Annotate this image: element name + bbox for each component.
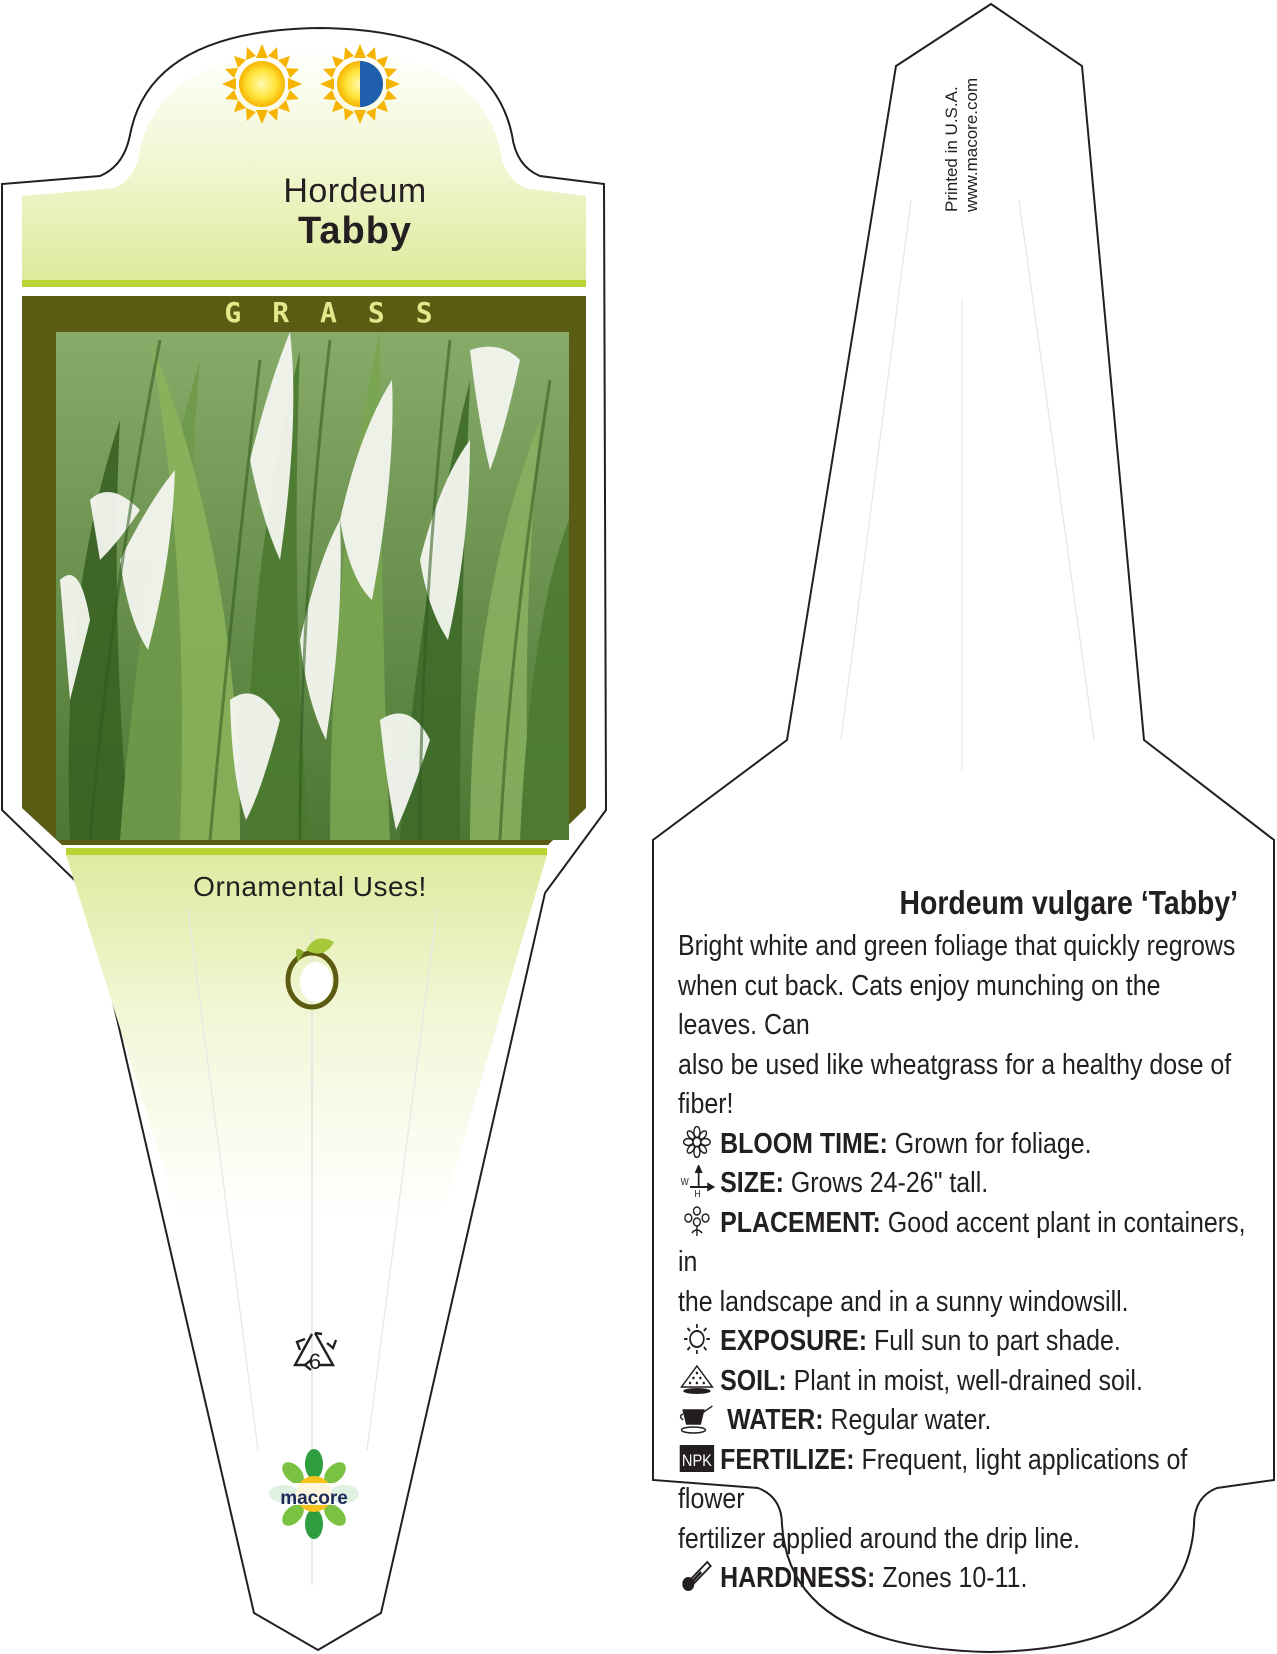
attr-value: Full sun to part shade. [873,1325,1121,1357]
flower-icon [678,1126,716,1156]
attr-hardiness [678,1559,1246,1599]
attr-value: Frequent, light applications of flower [678,1443,1188,1515]
attr-label: HARDINESS: [720,1562,876,1594]
attr-placement [678,1204,1246,1323]
svg-text:W: W [680,1176,689,1188]
front-accent-bar-top [22,280,586,287]
care-instructions [678,927,1246,1599]
front-title-variety: Tabby [297,210,413,252]
svg-text:H: H [694,1188,701,1197]
brand-wordmark: macore [280,1488,348,1509]
description-line: also be used like wheatgrass for a healthy dose of fiber! [678,1048,1232,1120]
attr-value: Zones 10-11. [882,1562,1028,1594]
svg-text:NPK: NPK [681,1451,712,1470]
print-credits [942,78,982,212]
attr-label: SIZE: [720,1167,784,1199]
attr-value: Grows 24-26" tall. [790,1167,989,1199]
plant-photo [56,330,569,840]
tagline: Ornamental Uses! [193,871,427,902]
printed-in-label: Printed in U.S.A. [942,86,961,212]
soil-pile-icon [678,1363,716,1393]
attr-value: Good accent plant in containers, in [678,1206,1246,1278]
plant-cluster-icon [678,1205,716,1235]
attr-label: EXPOSURE: [720,1325,868,1357]
website-label: www.macore.com [962,77,981,212]
front-title-genus: Hordeum [283,172,427,210]
attr-value: Plant in moist, well-drained soil. [793,1364,1143,1397]
attr-size [678,1164,1246,1204]
attr-water [678,1401,1246,1441]
attr-label: FERTILIZE: [720,1443,855,1476]
attr-label: WATER: [727,1404,824,1436]
watering-can-icon [678,1402,716,1432]
attr-bloom-time [678,1125,1246,1165]
attr-value: fertilizer applied around the drip line. [678,1522,1081,1555]
attr-label: BLOOM TIME: [720,1127,888,1160]
full-sun-icon [222,44,302,124]
sun-outline-icon [678,1323,716,1353]
attr-label: SOIL: [720,1364,787,1397]
size-arrows-icon [678,1165,716,1195]
attr-soil [678,1362,1246,1402]
attr-value: Grown for foliage. [894,1127,1092,1160]
category-label: GRASS [224,296,464,329]
botanical-title: Hordeum vulgare ‘Tabby’ [899,884,1239,921]
npk-icon [678,1442,716,1472]
recycle-code: 6 [308,1349,322,1374]
attr-exposure [678,1322,1246,1362]
description-line: when cut back. Cats enjoy munching on the leaves. Can [678,969,1161,1041]
attr-fertilize [678,1441,1246,1560]
attr-label: PLACEMENT: [720,1206,881,1239]
attr-value: Regular water. [830,1404,992,1436]
description-line: Bright white and green foliage that quickly regrows [678,930,1236,962]
front-accent-bar-bottom [66,848,547,855]
attr-value: the landscape and in a sunny windowsill. [678,1285,1129,1318]
part-shade-sun-icon [320,44,400,124]
thermometer-icon [678,1560,716,1590]
